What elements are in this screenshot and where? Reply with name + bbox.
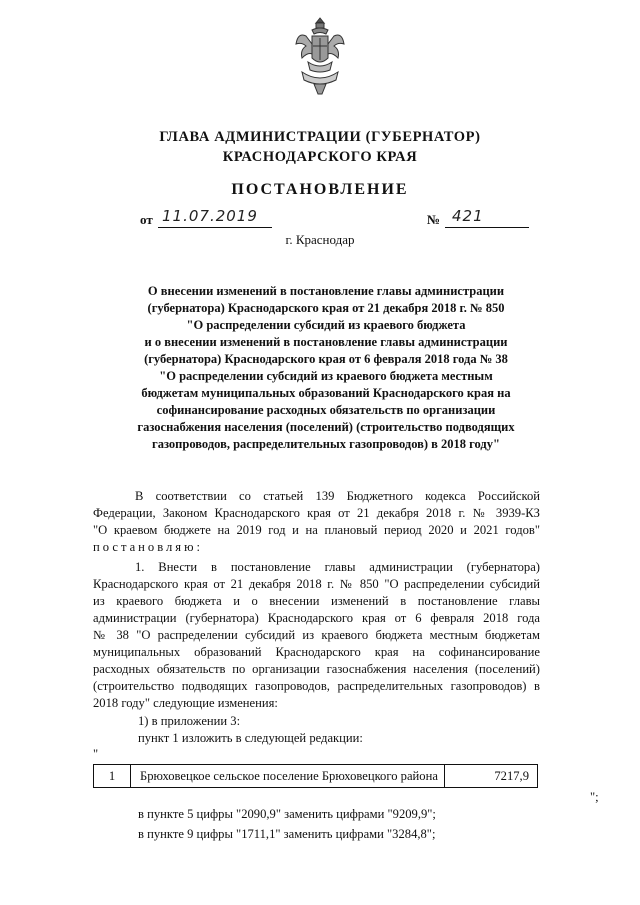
title-line: газоснабжения населения (поселений) (строительство подводящих [137,420,515,434]
preamble-line: "О краевом бюджете на 2019 год и на плановый период 2020 и 2021 годов" [93,523,540,537]
date-underline [158,227,272,228]
close-quote: "; [590,790,599,804]
coat-of-arms-emblem [292,14,348,98]
title-line: (губернатора) Краснодарского края от 6 февраля 2018 года № 38 [144,352,508,366]
item-1-line: администрации (губернатора) Краснодарского края от 6 февраля 2018 года [93,611,540,625]
authority-line-1: ГЛАВА АДМИНИСТРАЦИИ (ГУБЕРНАТОР) [159,129,481,145]
item-1-line: Краснодарского края от 21 декабря 2018 г. № 850 "О распределении субсидий [93,577,540,591]
title-line: софинансирование расходных обязательств по организации [156,403,496,417]
allocation-table [93,764,538,788]
date-value: 11.07.2019 [162,207,258,225]
table-cell-number: 1 [94,765,131,787]
authority-line-2: КРАСНОДАРСКОГО КРАЯ [222,149,418,165]
document-title [130,283,522,453]
title-line: "О распределении субсидий из краевого бюджета местным [159,369,493,383]
document-type: ПОСТАНОВЛЕНИЕ [231,181,409,198]
title-line: бюджетам муниципальных образований Краснодарского края на [141,386,511,400]
table-cell-value: 7217,9 [494,769,529,783]
preamble-line: В соответствии со статьей 139 Бюджетного кодекса Российской [135,489,540,503]
item-1-line: из краевого бюджета и о внесении изменений в постановление главы [93,594,540,608]
item-1-line: 1. Внести в постановление главы администрации (губернатора) [135,560,540,574]
item-1-line: муниципальных образований Краснодарского края на софинансирование [93,645,540,659]
item-1-line: (строительство подводящих газопроводов, распределительных газопроводов) в [93,679,540,693]
number-underline [445,227,529,228]
subitem-text: 1) в приложении 3: [138,714,241,728]
title-line: О внесении изменений в постановление главы администрации [147,284,505,298]
title-line: и о внесении изменений в постановление главы администрации [144,335,508,349]
resolve-word: постановляю: [93,540,203,554]
title-line: "О распределении субсидий из краевого бюджета [186,318,466,332]
change-line: в пункте 5 цифры "2090,9" заменить цифрами "9209,9"; [138,807,436,821]
item-1-line: расходных обязательств по организации газоснабжения населения (поселений) [93,662,540,676]
table-cell-name: Брюховецкое сельское поселение Брюховецкого района [130,765,445,787]
date-label: от [140,212,153,227]
number-value: 421 [452,207,484,225]
title-line: (губернатора) Краснодарского края от 21 декабря 2018 г. № 850 [147,301,505,315]
title-line: газопроводов, распределительных газопроводов) в 2018 году" [152,437,500,451]
preamble-paragraph [93,488,540,556]
number-label: № [427,212,441,227]
item-1-line: № 38 "О распределении субсидий из краевого бюджета местным бюджетам [93,628,540,642]
change-line: в пункте 9 цифры "1711,1" заменить цифрами "3284,8"; [138,827,436,841]
point-text: пункт 1 изложить в следующей редакции: [138,731,363,745]
city-name: г. Краснодар [285,232,355,247]
item-1-line: 2018 году" следующие изменения: [93,696,278,710]
item-1-paragraph [93,559,540,712]
open-quote: " [93,747,99,761]
preamble-line: Федерации, Законом Краснодарского края от 21 декабря 2018 г. № 3939-КЗ [93,506,540,520]
